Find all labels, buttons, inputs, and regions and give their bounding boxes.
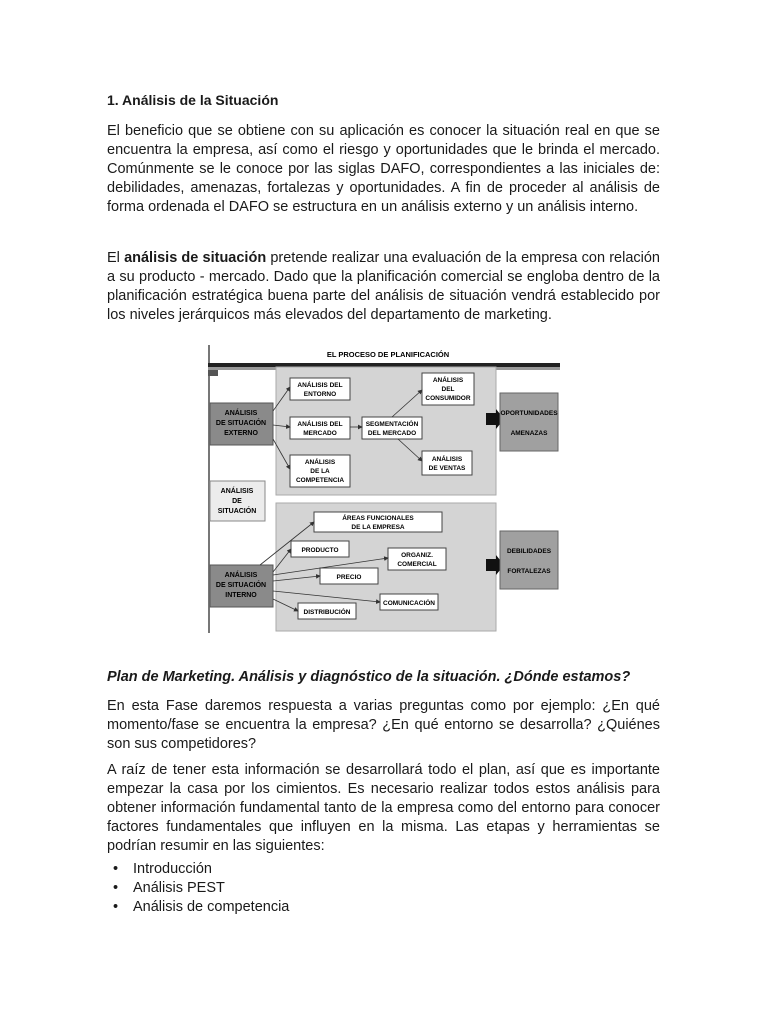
svg-text:DEL: DEL [441,386,455,393]
svg-text:DE VENTAS: DE VENTAS [428,465,466,472]
svg-text:COMUNICACIÓN: COMUNICACIÓN [383,600,435,607]
areas-funcionales-box [314,512,442,532]
svg-text:EXTERNO: EXTERNO [224,430,258,437]
svg-text:CONSUMIDOR: CONSUMIDOR [425,395,471,402]
svg-text:DE: DE [232,498,242,505]
svg-text:OPORTUNIDADES: OPORTUNIDADES [500,410,558,417]
paragraph-2-bold: análisis de situación [124,250,267,266]
svg-text:DEBILIDADES: DEBILIDADES [506,548,552,555]
svg-text:ENTORNO: ENTORNO [303,391,337,398]
svg-text:ANÁLISIS: ANÁLISIS [224,572,258,579]
svg-text:DE SITUACIÓN: DE SITUACIÓN [215,420,267,427]
svg-text:COMERCIAL: COMERCIAL [397,561,437,568]
entorno-box [290,378,350,400]
svg-text:ORGANIZ.: ORGANIZ. [401,552,433,559]
plan-paragraph-1: En esta Fase daremos respuesta a varias preguntas como por ejemplo: ¿En qué momento/fase se encuentra la empresa? ¿En qué entorno se desarrolla? ¿Quiénes son sus competidores? [107,698,660,752]
consumidor-box [422,373,474,405]
producto-box [291,541,349,557]
svg-text:DE LA: DE LA [310,468,330,475]
list-item: • Introducción [107,860,289,879]
svg-text:ANÁLISIS DEL: ANÁLISIS DEL [297,421,343,428]
oportunidades-amenazas-box [500,393,558,451]
svg-text:SEGMENTACIÓN: SEGMENTACIÓN [365,421,419,428]
diagram-title: EL PROCESO DE PLANIFICACIÓN [326,350,450,359]
svg-text:SITUACIÓN: SITUACIÓN [217,508,257,515]
list-item: • Análisis PEST [107,879,289,898]
list-item: • Análisis de competencia [107,898,289,917]
svg-text:DE LA EMPRESA: DE LA EMPRESA [351,524,405,531]
plan-heading: Plan de Marketing. Análisis y diagnóstico de la situación. ¿Dónde estamos? [107,669,631,685]
distribucion-box [298,603,356,619]
section-paragraph-1: El beneficio que se obtiene con su aplicación es conocer la situación real en que se encuentra la empresa, así como el riesgo y oportunidades que le brinda el mercado. Comúnmente se le conoce por las siglas DAFO, correspondientes a las iniciales de: debilidades, amenazas, fortalezas y oportunidades. A fin de proceder al análisis de forma ordenada el DAFO se estructura en un análisis externo y un análisis interno. [107,123,660,215]
svg-text:DE SITUACIÓN: DE SITUACIÓN [215,582,267,589]
svg-text:DEL MERCADO: DEL MERCADO [367,430,417,437]
svg-text:INTERNO: INTERNO [225,592,257,599]
svg-text:FORTALEZAS: FORTALEZAS [507,568,551,575]
planning-process-diagram [208,345,560,633]
organiz-comercial-box [388,548,446,570]
svg-text:DISTRIBUCIÓN: DISTRIBUCIÓN [303,609,351,616]
competencia-box [290,455,350,487]
svg-text:ANÁLISIS: ANÁLISIS [220,488,254,495]
svg-text:ANÁLISIS: ANÁLISIS [431,456,463,463]
comunicacion-box [380,594,438,610]
ventas-box [422,451,472,475]
svg-text:AMENAZAS: AMENAZAS [510,430,548,437]
stages-list [107,860,289,917]
svg-text:ANÁLISIS: ANÁLISIS [432,377,464,384]
mercado-box [290,417,350,439]
externo-box [210,403,273,445]
plan-paragraph-2: A raíz de tener esta información se desarrollará todo el plan, así que es importante empezar la casa por los cimientos. Es necesario realizar todos estos análisis para obtener información fundamental tanto de la empresa como del entorno para conocer factores fundamentales que influyen en la misma. Las etapas y herramientas se podrían resumir en las siguientes: [107,762,660,854]
paragraph-2-rest: pretende realizar una evaluación de la empresa con relación a su producto - mercado. Dado que la planificación comercial se engloba dentro de la planificación estratégica buena parte del análisis de situación vendrá establecido por los niveles jerárquicos más elevados del departamento de marketing. [107,250,660,323]
svg-text:ÁREAS FUNCIONALES: ÁREAS FUNCIONALES [342,515,414,522]
section-heading: 1. Análisis de la Situación [107,92,279,108]
svg-text:PRODUCTO: PRODUCTO [301,547,339,554]
svg-text:COMPETENCIA: COMPETENCIA [295,477,345,484]
paragraph-2-prefix: El [107,250,125,266]
svg-text:ANÁLISIS: ANÁLISIS [224,410,258,417]
section-paragraph-2 [107,249,660,325]
svg-text:ANÁLISIS DEL: ANÁLISIS DEL [297,382,343,389]
svg-text:MERCADO: MERCADO [303,430,337,437]
svg-text:ANÁLISIS: ANÁLISIS [304,459,336,466]
segmentacion-box [362,417,422,439]
interno-box [210,565,273,607]
debilidades-fortalezas-box [500,531,558,589]
svg-text:PRECIO: PRECIO [336,574,362,581]
precio-box [320,568,378,584]
situacion-box [210,481,265,521]
